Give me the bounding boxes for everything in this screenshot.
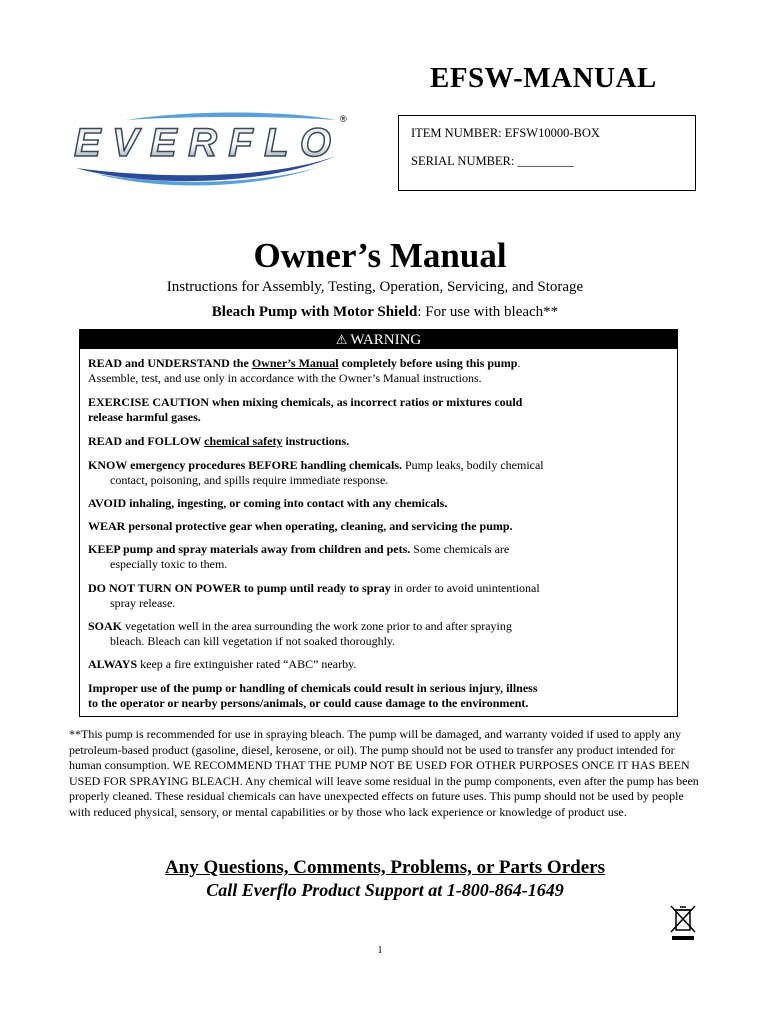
warning-item: WEAR personal protective gear when operating, cleaning, and servicing the pump. xyxy=(88,519,513,533)
subtitle: Instructions for Assembly, Testing, Operation, Servicing, and Storage xyxy=(166,279,584,295)
warning-label: WARNING xyxy=(350,332,422,348)
item-info-box xyxy=(398,115,696,191)
page-number: 1 xyxy=(377,945,383,956)
logo-text: EVERFLO xyxy=(74,121,334,165)
registered-mark: ® xyxy=(340,114,347,124)
warning-item: ALWAYS keep a fire extinguisher rated “ABC” nearby. xyxy=(88,657,357,671)
warning-item: SOAK vegetation well in the area surrounding the work zone prior to and after spraying bleach. Bleach can kill vegetation if not soaked thoroughly. xyxy=(88,619,512,648)
warning-item: AVOID inhaling, ingesting, or coming into contact with any chemicals. xyxy=(88,496,448,510)
crossed-out-bin-icon xyxy=(668,902,698,942)
questions-heading: Any Questions, Comments, Problems, or Parts Orders xyxy=(165,857,605,878)
support-phone: Call Everflo Product Support at 1-800-864-1649 xyxy=(206,880,564,900)
warning-item: READ and FOLLOW chemical safety instructions. xyxy=(88,434,350,448)
product-name: Bleach Pump with Motor Shield xyxy=(211,304,418,320)
usage-note: **This pump is recommended for use in spraying bleach. The pump will be damaged, and warranty voided if used to apply any petroleum-based product (gasoline, diesel, kerosene, or oil). The pump should not be used to transfer any product intended for human consumption. WE RECOMMEND THAT THE PUMP NOT BE USED FOR OTHER PURPOSES ONCE IT HAS BEEN USED FOR SPRAYING BLEACH. Any chemical will leave some residual in the pump components, even after the pump has been properly cleaned. These residual chemicals can have unexpected effects on future uses. This pump should not be used by people with reduced physical, sensory, or mental capabilities or by those who lack experience or knowledge of product use. xyxy=(69,727,699,819)
item-number: ITEM NUMBER: EFSW10000-BOX xyxy=(411,126,600,140)
manual-title: EFSW-MANUAL xyxy=(430,62,657,94)
product-line xyxy=(0,304,770,321)
warning-bar xyxy=(80,330,677,349)
warning-item: Improper use of the pump or handling of chemicals could result in serious injury, illness to the operator or nearby persons/animals, or could cause damage to the environment. xyxy=(88,681,538,710)
warning-item: READ and UNDERSTAND the Owner’s Manual completely before using this pump. Assemble, test, and use only in accordance with the Owner’s Manual instructions. xyxy=(88,356,521,385)
warning-item: EXERCISE CAUTION when mixing chemicals, as incorrect ratios or mixtures could release harmful gases. xyxy=(88,395,523,424)
page-title: Owner’s Manual xyxy=(253,236,507,275)
everflo-logo xyxy=(66,108,356,188)
warning-item: KNOW emergency procedures BEFORE handling chemicals. Pump leaks, bodily chemical contact, poisoning, and spills require immediate response. xyxy=(88,458,544,487)
warning-item: DO NOT TURN ON POWER to pump until ready to spray in order to avoid unintentional spray release. xyxy=(88,581,540,610)
warning-triangle-icon: ⚠ xyxy=(335,332,348,347)
warning-item: KEEP pump and spray materials away from children and pets. Some chemicals are especially toxic to them. xyxy=(88,542,510,571)
product-usage: : For use with bleach** xyxy=(417,304,559,320)
serial-number: SERIAL NUMBER: _________ xyxy=(411,154,574,168)
